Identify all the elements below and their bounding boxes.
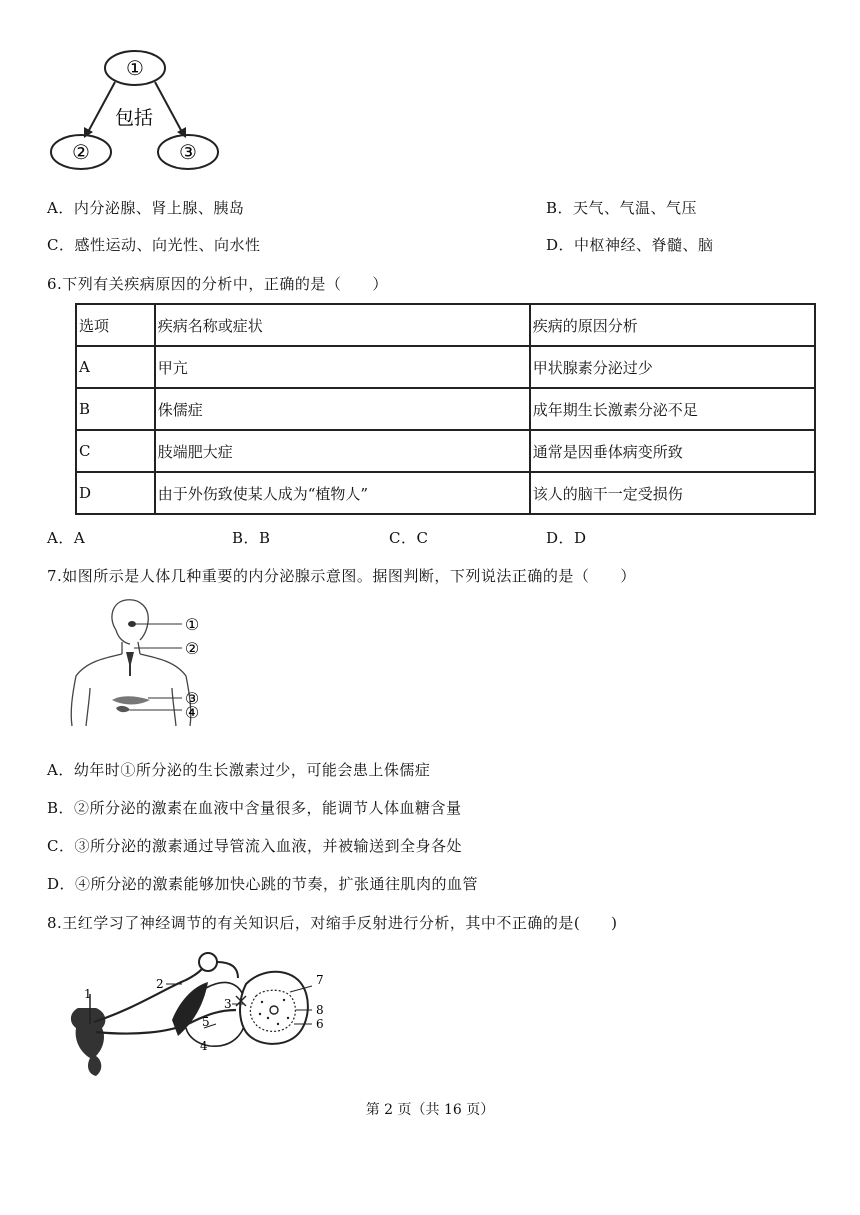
q7-option-b[interactable]: B．②所分泌的激素在血液中含量很多，能调节人体血糖含量 [47,799,462,817]
table-cell: B [76,388,155,430]
reflex-label-3: 3 [224,997,232,1011]
reflex-label-2: 2 [156,977,164,991]
spinal-cord-shape [240,972,308,1044]
pituitary-gland-shape [128,621,136,627]
diagram-node-2-label: ② [72,140,90,164]
table-row [76,472,815,514]
ganglion-shape [199,953,217,971]
table-cell: 甲状腺素分泌过少 [530,346,815,388]
hand-shape [71,1008,105,1076]
table-cell: 侏儒症 [155,388,530,430]
reflex-label-5: 5 [202,1015,210,1029]
table-cell: 甲亢 [155,346,530,388]
table-cell: A [76,346,155,388]
q8-stem: 8.王红学习了神经调节的有关知识后，对缩手反射进行分析，其中不正确的是( ) [47,914,618,932]
reflex-label-7: 7 [316,973,324,987]
table-header-cell: 疾病的原因分析 [530,304,815,346]
q6-stem: 6.下列有关疾病原因的分析中，正确的是（ ） [47,275,388,293]
q6-option-c[interactable]: C．C [389,529,429,547]
reflex-label-8: 8 [316,1003,324,1017]
table-row [76,430,815,472]
q5-option-b[interactable]: B．天气、气温、气压 [546,199,698,217]
gland-label-3: ③ [184,689,200,708]
q8-reflex-arc-figure [56,948,341,1084]
q6-option-a[interactable]: A．A [47,529,86,547]
diagram-node-1-label: ① [126,56,144,80]
q7-stem: 7.如图所示是人体几种重要的内分泌腺示意图。据图判断，下列说法正确的是（ ） [47,567,636,585]
page-footer: 第 2 页（共 16 页） [365,1102,495,1118]
q5-inclusion-diagram [40,44,230,174]
diagram-node-3-label: ③ [179,140,197,164]
table-header-cell: 疾病名称或症状 [155,304,530,346]
q6-table [75,303,816,515]
q7-option-d[interactable]: D．④所分泌的激素能够加快心跳的节奏，扩张通往肌肉的血管 [47,875,479,893]
q7-endocrine-gland-figure [64,596,214,728]
pancreas-shape [112,696,150,704]
table-row [76,388,815,430]
reflex-label-1: 1 [84,987,92,1001]
table-cell: D [76,472,155,514]
diagram-relation-label: 包括 [114,107,154,129]
q5-option-c[interactable]: C．感性运动、向光性、向水性 [47,236,261,254]
table-cell: 肢端肥大症 [155,430,530,472]
gland-label-2: ② [184,639,200,658]
reflex-label-4: 4 [200,1039,208,1053]
q6-option-b[interactable]: B．B [232,529,271,547]
diagram-arrow-left [88,82,115,132]
table-cell: 通常是因垂体病变所致 [530,430,815,472]
table-row [76,346,815,388]
q6-option-d[interactable]: D．D [546,529,587,547]
q5-option-a[interactable]: A．内分泌腺、肾上腺、胰岛 [47,199,245,217]
gland-label-4: ④ [184,703,200,722]
table-header-row [76,304,815,346]
q5-option-d[interactable]: D．中枢神经、脊髓、脑 [546,236,714,254]
adrenal-gland-shape [116,706,130,712]
q7-option-c[interactable]: C．③所分泌的激素通过导管流入血液，并被输送到全身各处 [47,837,462,855]
diagram-arrow-right [155,82,182,132]
table-cell: C [76,430,155,472]
gland-label-1: ① [184,615,200,634]
reflex-label-6: 6 [316,1017,324,1031]
q7-option-a[interactable]: A．幼年时①所分泌的生长激素过少，可能会患上侏儒症 [47,761,431,779]
table-cell: 成年期生长激素分泌不足 [530,388,815,430]
table-header-cell: 选项 [76,304,155,346]
table-cell: 由于外伤致使某人成为“植物人” [155,472,530,514]
table-cell: 该人的脑干一定受损伤 [530,472,815,514]
